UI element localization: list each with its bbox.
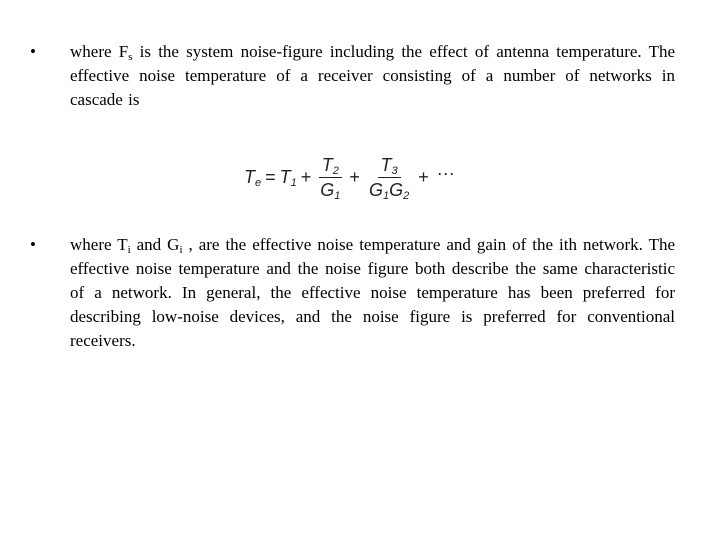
bullet-symbol: • [30, 42, 36, 61]
text-run: and G [130, 235, 180, 254]
eq-fraction-2 [366, 154, 412, 201]
text-run: where F [70, 42, 129, 61]
text-run: , are the effective noise temperature and gain of the ith network. The effective noise temperature and the noise figure both describe the same characteristic of a network. In general, the effective noise temperature has been preferred for describing low-noise devices, and the noise figure is preferred for conventional receivers. [70, 235, 676, 350]
eq-fraction-1 [317, 154, 343, 201]
fraction-denominator: $G_1G_2$ [368, 179, 410, 202]
subscript: i [127, 244, 131, 256]
bullet-item-2 [30, 233, 675, 353]
paragraph-2 [70, 233, 675, 353]
fraction-denominator: $G_1$ [320, 179, 341, 202]
text-run: where T [70, 235, 128, 254]
noise-temperature-equation [244, 146, 455, 208]
eq-plus: + [300, 166, 312, 187]
bullet-item-1 [30, 40, 675, 112]
eq-equals: = [265, 166, 276, 187]
bullet-symbol: • [30, 235, 36, 254]
subscript: i [179, 244, 183, 256]
eq-ellipsis: ··· [436, 162, 455, 183]
paragraph-1 [70, 40, 675, 112]
eq-lhs: $T_e$ [244, 166, 262, 189]
eq-term-t1: $T_1$ [279, 166, 297, 189]
eq-plus: + [349, 166, 360, 187]
fraction-numerator: $T_2$ [319, 154, 342, 178]
eq-plus: + [418, 166, 429, 187]
text-run: is the system noise-figure including the effect of antenna temperature. The effective noise temperature of a receiver consisting of a number of networks in cascade is [70, 42, 675, 109]
subscript: s [128, 51, 133, 63]
fraction-numerator: $T_3$ [378, 154, 401, 178]
